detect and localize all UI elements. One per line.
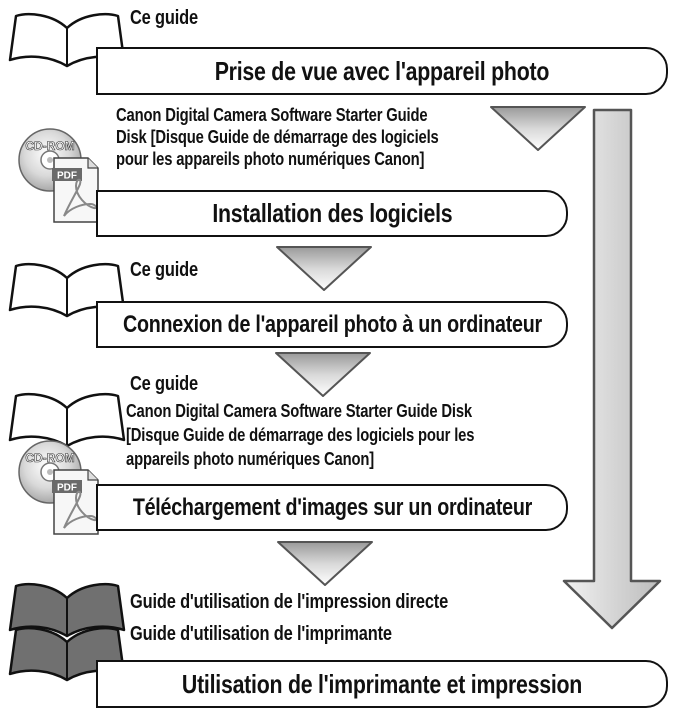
- guide-label: Ce guide: [130, 6, 198, 29]
- step-label: Prise de vue avec l'appareil photo: [214, 55, 550, 86]
- starter-disk-line: appareils photo numériques Canon]: [126, 448, 374, 469]
- cd-rom-label: CD-ROM: [25, 139, 75, 153]
- direct-print-guide-label: Guide d'utilisation de l'impression directe: [130, 590, 449, 613]
- down-arrow-icon: [277, 247, 371, 290]
- step-box-connect-camera: [96, 301, 568, 348]
- pdf-label: PDF: [57, 482, 77, 494]
- pdf-document-icon: [52, 158, 98, 222]
- pdf-label: PDF: [57, 170, 77, 182]
- step-box-install-software: [96, 190, 568, 237]
- step-label: Utilisation de l'imprimante et impression: [181, 668, 583, 699]
- printer-guide-label: Guide d'utilisation de l'imprimante: [130, 622, 392, 645]
- step-label: Connexion de l'appareil photo à un ordinateur: [122, 310, 542, 338]
- pdf-document-icon: [52, 470, 98, 534]
- book-icon: [10, 394, 124, 446]
- step-label: Installation des logiciels: [211, 198, 453, 228]
- long-down-arrow-icon: [564, 110, 660, 628]
- cd-rom-label: CD-ROM: [25, 451, 75, 465]
- guide-label: Ce guide: [130, 258, 198, 281]
- step-label: Téléchargement d'images sur un ordinateur: [132, 493, 532, 521]
- step-box-shooting: [96, 47, 668, 95]
- down-arrow-icon: [491, 107, 585, 150]
- down-arrow-icon: [278, 542, 372, 585]
- starter-disk-line: pour les appareils photo numériques Canon]: [116, 148, 425, 169]
- guide-label: Ce guide: [130, 372, 198, 395]
- starter-disk-line: Canon Digital Camera Software Starter Guide: [116, 104, 428, 125]
- starter-disk-line: Canon Digital Camera Software Starter Guide Disk: [126, 400, 472, 421]
- step-box-download-images: [96, 484, 568, 531]
- down-arrow-icon: [276, 353, 370, 396]
- starter-disk-line: Disk [Disque Guide de démarrage des logiciels: [116, 126, 439, 147]
- step-box-printing: [96, 660, 668, 708]
- starter-disk-line: [Disque Guide de démarrage des logiciels pour les: [126, 424, 475, 445]
